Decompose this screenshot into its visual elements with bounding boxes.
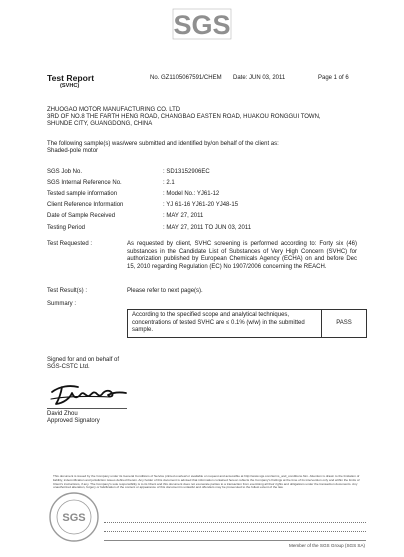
sgs-stamp [48,491,100,543]
summary-label: Summary : [47,301,77,307]
detail-label-internal-ref: SGS Internal Reference No. [47,180,122,186]
intro-text: The following sample(s) was/were submitted and identified by/on behalf of the client as: [47,141,279,147]
detail-value-sample-info: : Model No.: YJ61-12 [163,191,220,197]
summary-statement: According to the specified scope and analytical techniques, concentrations of tested SVHC are ≤ 0.1% (w/w) in the submitted sample. [132,312,305,334]
svg-text:SGS: SGS [173,10,231,40]
sgs-logo [172,8,232,40]
test-result-text: Please refer to next page(s). [127,288,203,294]
page-number: Page 1 of 6 [318,75,349,81]
signature-line [47,408,127,409]
report-number: No. GZ1105067591/CHEM [150,75,222,81]
summary-verdict: PASS [336,320,352,326]
sgs-group-member: Member of the SGS Group (SGS SA) [289,543,366,548]
footer-address-strip [104,520,366,536]
handwritten-signature [48,378,140,408]
signer-role: Approved Signatory [47,418,100,424]
report-subtitle: (SVHC) [60,83,80,89]
detail-label-testing-period: Testing Period [47,225,86,231]
test-result-label: Test Result(s) : [47,288,88,294]
detail-value-received-date: : MAY 27, 2011 [163,213,204,219]
detail-label-received-date: Date of Sample Received [47,213,116,219]
signer-name: David Zhou [47,411,78,417]
signed-for-line: Signed for and on behalf of [47,357,120,363]
detail-value-client-ref: : YJ 61-16 YJ61-20 YJ48-15 [163,202,239,208]
client-name: ZHUOGAO MOTOR MANUFACTURING CO. LTD [47,107,181,113]
detail-label-job-no: SGS Job No. [47,169,83,175]
footer-disclaimer: This document is issued by the Company under its General Conditions of Service printed overleaf or available on request and accessible at http://www.sgs.com/terms_and_conditions.htm. Attention is drawn to the limitation of liability, indemnification and jurisdiction issues defined therein. Any holder of this document is advised that information contained hereon reflects the Company's findings at the time of its intervention only and within the limits of Client's instructions, if any. The Company's sole responsibility is to its Client and this document does not exonerate parties to a transaction from exercising all their rights and obligations under the transaction documents. Any unauthorized alteration, forgery or falsification of the content or appearance of this document is unlawful and offenders may be prosecuted to the fullest extent of the law. [53,474,360,490]
test-requested-text: As requested by client, SVHC screening is performed according to: Forty six (46) substances in the Candidate List of Substances of Very High Concern (SVHC) for authorization published by European Chemicals Agency (ECHA) on and before Dec 15, 2010 regarding Regulation (EC) No 1907/2006 concerning the REACH. [127,241,357,270]
detail-value-job-no: : SD13152906EC [163,169,210,175]
client-address-line2: SHUNDE CITY, GUANGDONG, CHINA [47,121,153,127]
client-address-line1: 3RD OF NO.8 THE FARTH HENG ROAD, CHANGBAO EASTEN ROAD, HUAKOU RONGGUI TOWN, [47,114,321,120]
detail-value-testing-period: : MAY 27, 2011 TO JUN 03, 2011 [163,225,252,231]
report-title: Test Report [47,73,95,83]
detail-label-client-ref: Client Reference Information [47,202,124,208]
sample-name: Shaded-pole motor [47,148,99,154]
detail-label-sample-info: Tested sample information [47,191,118,197]
signing-company: SGS-CSTC Ltd. [47,364,90,370]
detail-value-internal-ref: : 2.1 [163,180,175,186]
test-requested-label: Test Requested : [47,241,93,247]
svg-text:SGS: SGS [62,512,86,524]
report-date: Date: JUN 03, 2011 [233,75,286,81]
summary-table [127,309,367,338]
footer-rule [104,540,366,541]
